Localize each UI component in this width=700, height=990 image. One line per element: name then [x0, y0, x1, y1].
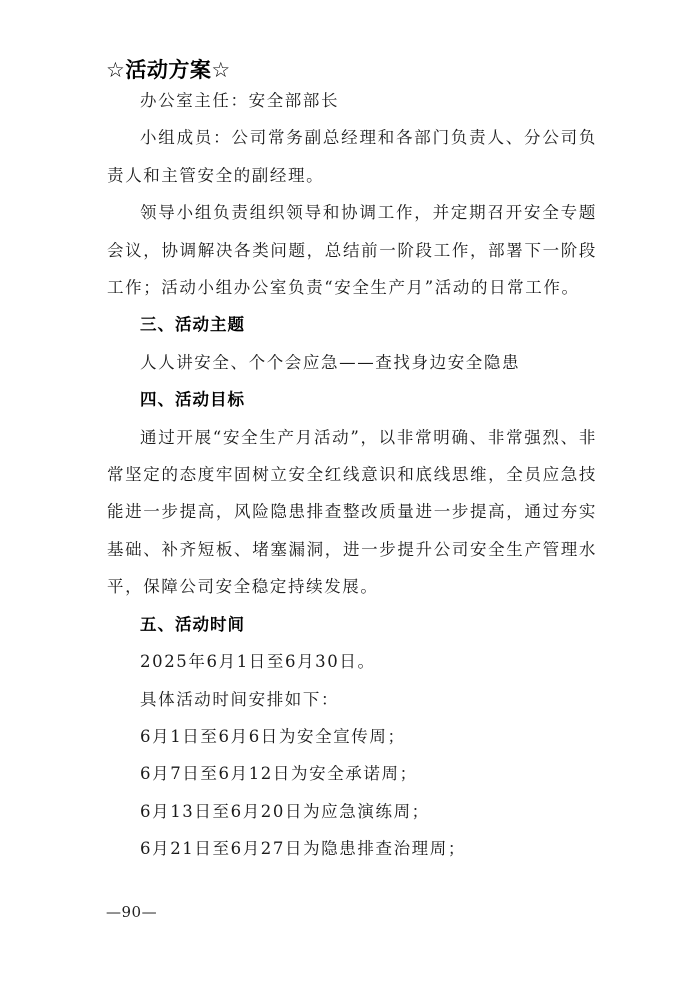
paragraph-leadership-duties: 领导小组负责组织领导和协调工作，并定期召开安全专题会议，协调解决各类问题，总结前一阶段工作，部署下一阶段工作；活动小组办公室负责“安全生产月”活动的日常工作。 [107, 203, 597, 298]
schedule-item-hazard-week: 6月21日至6月27日为隐患排查治理周； [140, 839, 466, 859]
page-header-title: ☆活动方案☆ [106, 58, 231, 82]
schedule-item-drill-week: 6月13日至6月20日为应急演练周； [140, 801, 430, 821]
document-body [107, 82, 597, 868]
paragraph-goals: 通过开展“安全生产月活动”，以非常明确、非常强烈、非常坚定的态度牢固树立安全红线意识和底线思维，全员应急技能进一步提高，风险隐患排查整改质量进一步提高，通过夯实基础、补齐短板、堵塞漏洞，进一步提升公司安全生产管理水平，保障公司安全稳定持续发展。 [107, 427, 597, 597]
paragraph-date-range: 2025年6月1日至6月30日。 [140, 652, 376, 672]
paragraph-group-members: 小组成员：公司常务副总经理和各部门负责人、分公司负责人和主管安全的副经理。 [107, 128, 597, 185]
paragraph-theme: 人人讲安全、个个会应急——查找身边安全隐患 [140, 352, 521, 372]
paragraph-schedule-intro: 具体活动时间安排如下： [140, 689, 340, 709]
paragraph-office-director: 办公室主任：安全部部长 [140, 91, 340, 110]
section-heading-theme: 三、活动主题 [140, 315, 245, 335]
schedule-item-commitment-week: 6月7日至6月12日为安全承诺周； [140, 764, 418, 784]
schedule-item-publicity-week: 6月1日至6月6日为安全宣传周； [140, 726, 406, 746]
section-heading-goals: 四、活动目标 [140, 390, 245, 410]
section-heading-time: 五、活动时间 [140, 614, 245, 634]
page-number: —90— [106, 903, 158, 921]
